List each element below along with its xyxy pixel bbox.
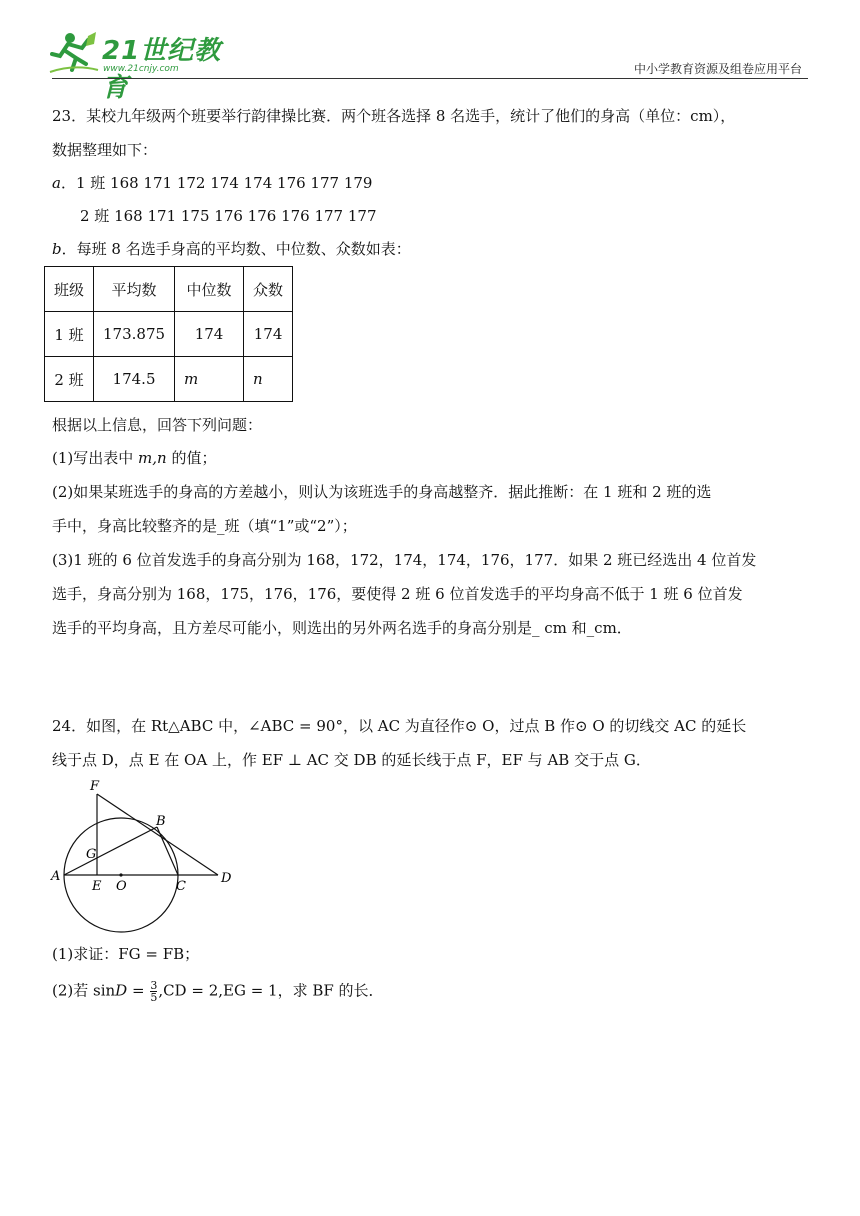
label-g: G — [86, 847, 97, 862]
table-row — [45, 357, 293, 402]
line-ab — [64, 827, 157, 875]
page-header — [0, 0, 860, 103]
q23-sub1 — [52, 448, 216, 468]
platform-name: 中小学教育资源及组卷应用平台 — [633, 62, 802, 76]
q23-sub3-line2: 选手，身高分别为 168，175，176，176，要使得 2 班 6 位首发选手的平均身高不低于 1 班 6 位首发 — [52, 585, 743, 603]
table-cell: 174 — [175, 312, 244, 357]
logo-url: www.21cnjy.com — [103, 64, 179, 74]
q23-stem-line1: 23．某校九年级两个班要举行韵律操比赛．两个班各选择 8 名选手，统计了他们的身高（单位：cm）， — [52, 107, 736, 125]
q23-sub2-line2: 手中，身高比较整齐的是_班（填“1”或“2”）； — [52, 517, 357, 535]
center-point — [119, 873, 122, 876]
table-header-row — [45, 267, 293, 312]
label-e: E — [92, 879, 102, 894]
brand-logo — [48, 30, 223, 103]
part-a-label: a — [52, 174, 61, 192]
sub1-vars: m,n — [138, 449, 167, 467]
q23-sub3-line3: 选手的平均身高，且方差尽可能小，则选出的另外两名选手的身高分别是_ cm 和_cm． — [52, 619, 632, 637]
table-header-cell: 平均数 — [94, 267, 175, 312]
logo-text: 21世纪教育 — [102, 36, 222, 103]
label-f: F — [90, 780, 100, 794]
q24-sub1: (1)求证：FG = FB； — [52, 945, 200, 963]
table-cell: 174.5 — [94, 357, 175, 402]
part-b-text: ．每班 8 名选手身高的平均数、中位数、众数如表： — [61, 240, 411, 258]
fraction-numerator: 3 — [150, 979, 158, 992]
q23-after-table: 根据以上信息，回答下列问题： — [52, 416, 263, 434]
q24-stem-line1: 24．如图，在 Rt△ABC 中，∠ABC = 90°，以 AC 为直径作⊙ O，过点 B 作⊙ O 的切线交 AC 的延长 — [52, 717, 747, 735]
table-cell: 2 班 — [45, 357, 94, 402]
table-cell: 173.875 — [94, 312, 175, 357]
label-a: A — [51, 869, 61, 884]
table-header-cell: 中位数 — [175, 267, 244, 312]
label-c: C — [176, 879, 186, 894]
label-b: B — [156, 814, 166, 829]
q24-stem-line2: 线于点 D，点 E 在 OA 上，作 EF ⊥ AC 交 DB 的延长线于点 F，EF 与 AB 交于点 G． — [52, 751, 651, 769]
sub1-prefix: (1)写出表中 — [52, 449, 139, 467]
table-header-cell: 众数 — [244, 267, 293, 312]
q23-part-b — [52, 239, 411, 259]
fraction — [150, 980, 157, 1003]
stats-table — [44, 266, 293, 402]
sub2-prefix: (2)若 sin — [52, 981, 116, 1000]
table-cell: m — [175, 357, 244, 402]
sub2-eq: = — [127, 981, 150, 1000]
label-o: O — [116, 879, 127, 894]
fraction-denominator: 5 — [150, 991, 158, 1004]
sub2-d: D — [115, 981, 128, 1000]
q23-sub2-line1: (2)如果某班选手的身高的方差越小，则认为该班选手的身高越整齐．据此推断：在 1 班和 2 班的选 — [52, 483, 712, 501]
table-row — [45, 312, 293, 357]
q23-class1-data — [52, 173, 372, 193]
q23-stem-line2: 数据整理如下： — [52, 141, 158, 159]
header-divider — [52, 78, 808, 79]
class1-values: ．1 班 168 171 172 174 174 176 177 179 — [60, 174, 373, 192]
part-b-label: b — [52, 240, 62, 258]
table-cell: n — [244, 357, 293, 402]
table-header-cell: 班级 — [45, 267, 94, 312]
table-cell: 174 — [244, 312, 293, 357]
sub1-suffix: 的值； — [166, 449, 217, 467]
q23-sub3-line1: (3)1 班的 6 位首发选手的身高分别为 168，172，174，174，176，177．如果 2 班已经选出 4 位首发 — [52, 551, 757, 569]
runner-logo-icon — [48, 30, 100, 76]
label-d: D — [221, 871, 232, 886]
line-bc — [157, 827, 178, 875]
geometry-figure — [50, 780, 250, 935]
q23-class2-data: 2 班 168 171 175 176 176 176 177 177 — [80, 207, 377, 225]
line-fd — [97, 794, 218, 875]
table-cell: 1 班 — [45, 312, 94, 357]
q24-sub2 — [52, 980, 384, 1003]
sub2-suffix: ,CD = 2,EG = 1，求 BF 的长． — [158, 981, 384, 1000]
